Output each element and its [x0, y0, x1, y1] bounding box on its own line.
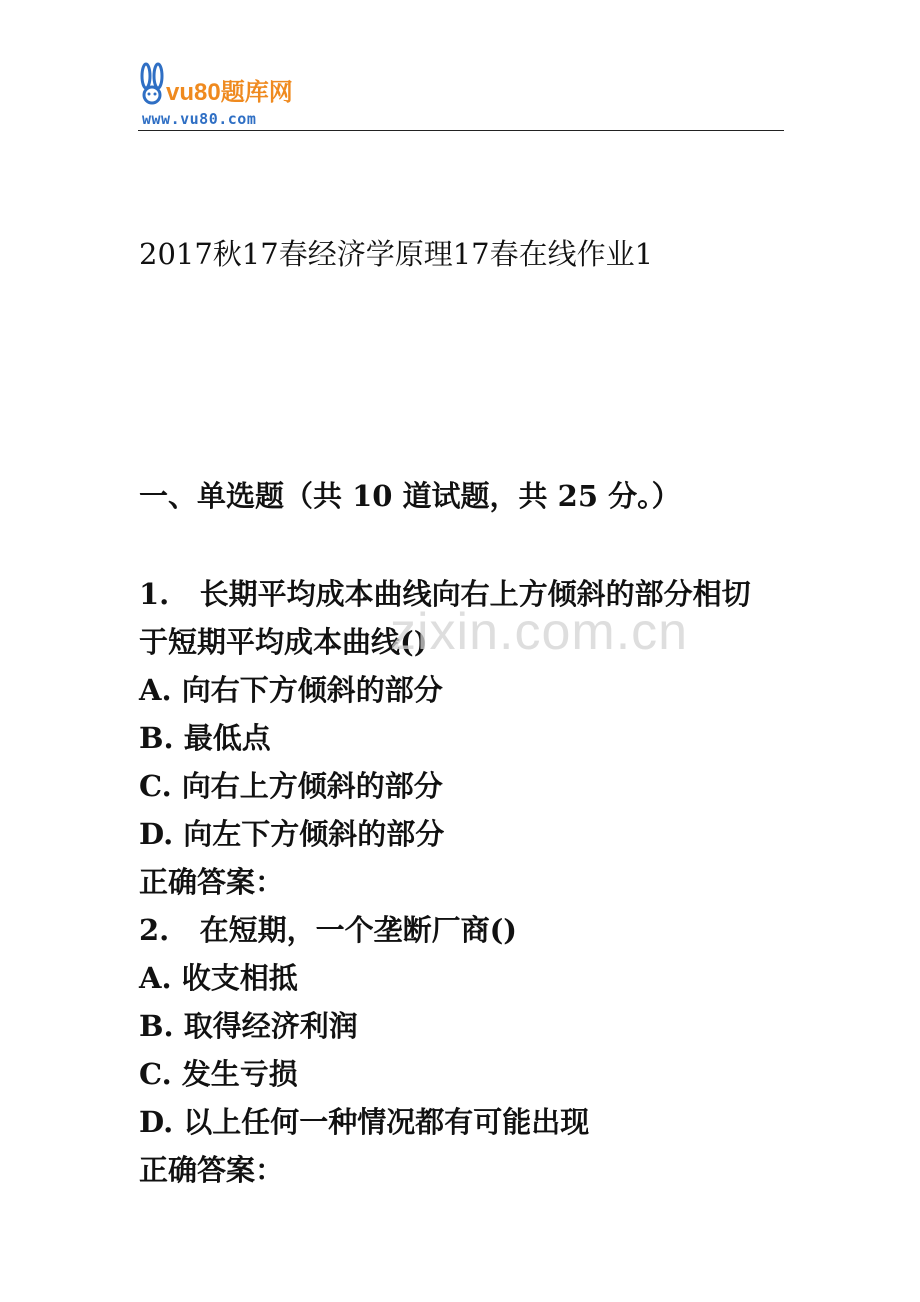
- question-1-option-d: D. 向左下方倾斜的部分: [139, 817, 445, 851]
- question-1-answer-label: 正确答案：: [139, 865, 285, 899]
- question-2-option-a: A. 收支相抵: [139, 961, 298, 995]
- question-2-answer-label: 正确答案：: [139, 1153, 285, 1187]
- logo-brand-text: vu80题库网: [166, 79, 293, 106]
- question-1-option-c: C. 向右上方倾斜的部分: [139, 769, 443, 803]
- question-2-option-b: B. 取得经济利润: [139, 1009, 358, 1043]
- header-divider: [138, 130, 784, 131]
- section-heading: 一、单选题（共 10 道试题，共 25 分。）: [139, 479, 681, 513]
- site-logo[interactable]: [138, 62, 323, 128]
- question-1-option-a: A. 向右下方倾斜的部分: [139, 673, 443, 707]
- rabbit-logo-icon: [142, 64, 162, 103]
- logo-url-text: www.vu80.com: [142, 110, 257, 128]
- question-2-stem: 2. 在短期，一个垄断厂商(): [139, 913, 518, 947]
- question-1-stem-continued: 于短期平均成本曲线(): [139, 625, 428, 659]
- document-title: 2017秋17春经济学原理17春在线作业1: [139, 237, 654, 271]
- question-2-option-d: D. 以上任何一种情况都有可能出现: [139, 1105, 590, 1139]
- watermark-text: zixin.com.cn: [390, 603, 689, 661]
- question-1-stem: 1. 长期平均成本曲线向右上方倾斜的部分相切: [139, 577, 751, 611]
- question-1-option-b: B. 最低点: [139, 721, 271, 755]
- question-2-option-c: C. 发生亏损: [139, 1057, 298, 1091]
